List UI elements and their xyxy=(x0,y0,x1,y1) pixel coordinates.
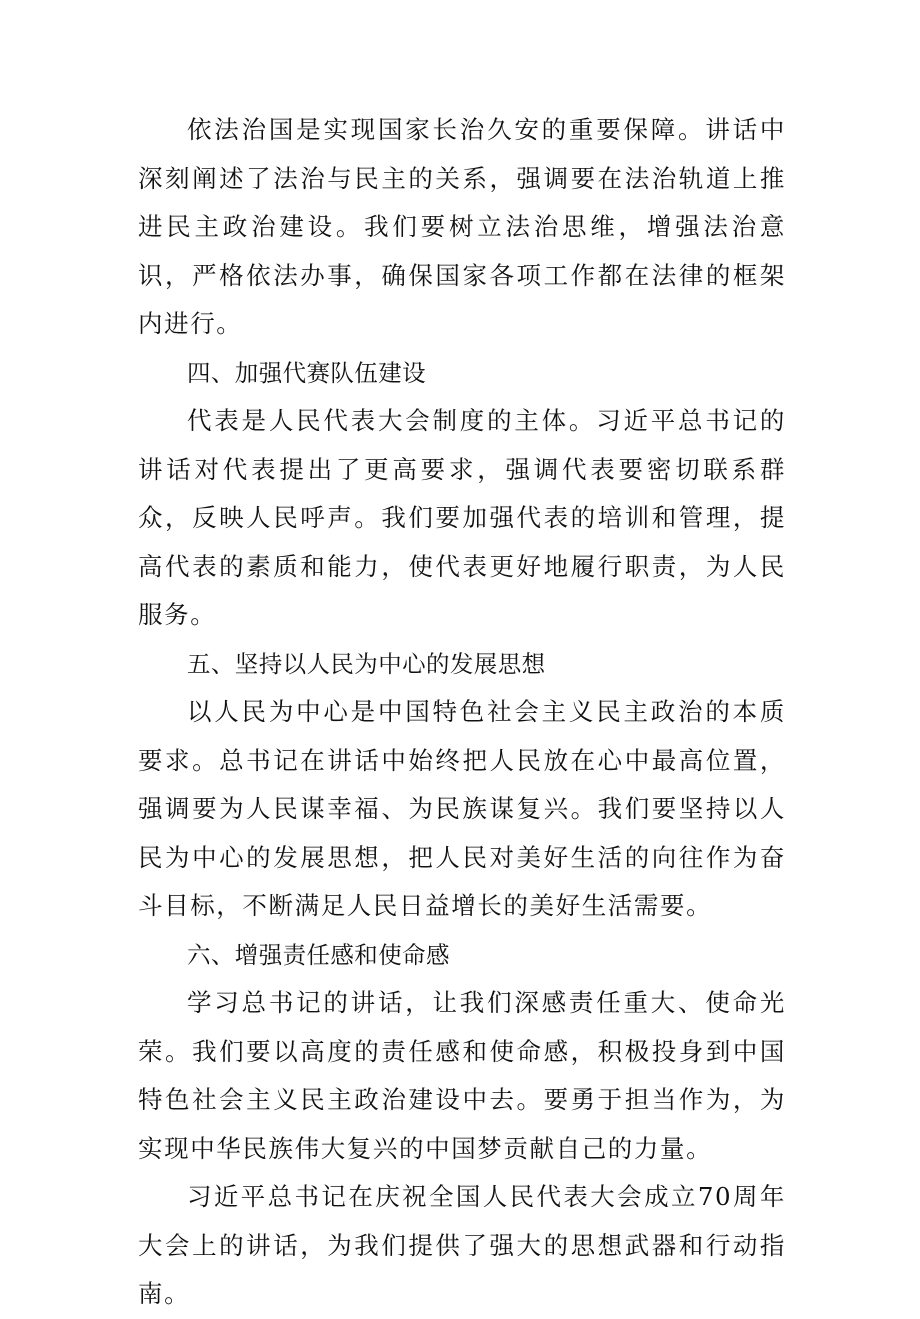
section-heading-4: 四、加强代赛队伍建设 xyxy=(187,358,426,387)
paragraph-conclusion: 习近平总书记在庆祝全国人民代表大会成立70周年大会上的讲话，为我们提供了强大的思想武器和行动指南。 xyxy=(138,1182,786,1308)
document-body xyxy=(138,106,786,1319)
section-heading-5: 五、坚持以人民为中心的发展思想 xyxy=(187,649,546,678)
paragraph-people-centered: 以人民为中心是中国特色社会主义民主政治的本质要求。总书记在讲话中始终把人民放在心中最高位置，强调要为人民谋幸福、为民族谋复兴。我们要坚持以人民为中心的发展思想，把人民对美好生活的向往作为奋斗目标，不断满足人民日益增长的美好生活需要。 xyxy=(138,697,786,920)
paragraph-responsibility: 学习总书记的讲话，让我们深感责任重大、使命光荣。我们要以高度的责任感和使命感，积极投身到中国特色社会主义民主政治建设中去。要勇于担当作为，为实现中华民族伟大复兴的中国梦贡献自己的力量。 xyxy=(138,988,786,1163)
paragraph-deputies: 代表是人民代表大会制度的主体。习近平总书记的讲话对代表提出了更高要求，强调代表要密切联系群众，反映人民呼声。我们要加强代表的培训和管理，提高代表的素质和能力，使代表更好地履行职责，为人民服务。 xyxy=(138,406,786,629)
paragraph-rule-of-law: 依法治国是实现国家长治久安的重要保障。讲话中深刻阐述了法治与民主的关系，强调要在法治轨道上推进民主政治建设。我们要树立法治思维，增强法治意识，严格依法办事，确保国家各项工作都在法律的框架内进行。 xyxy=(138,115,786,338)
section-heading-6: 六、增强责任感和使命感 xyxy=(187,940,450,969)
